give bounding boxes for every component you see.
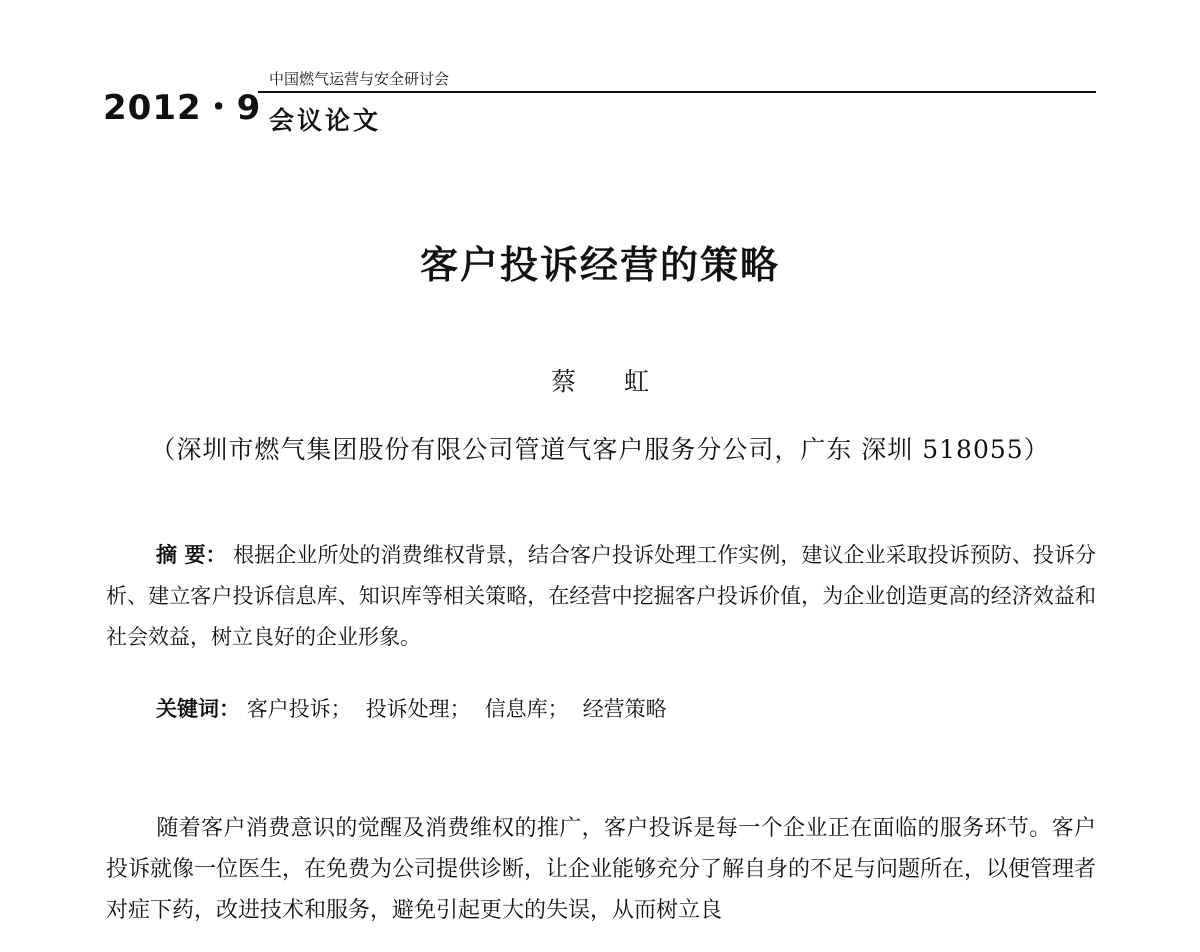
keyword-item: 投诉处理； [365,697,471,721]
paper-title: 客户投诉经营的策略 [419,243,780,287]
body-paragraph-text: 随着客户消费意识的觉醒及消费维权的推广，客户投诉是每一个企业正在面临的服务环节。客户投诉就像一位医生，在免费为公司提供诊断，让企业能够充分了解自身的不足与问题所在，以便管理者对症下药，改进技术和服务，避免引起更大的失误，从而树立良 [106,816,1097,923]
header-rule [258,91,1096,93]
abstract-text: 根据企业所处的消费维权背景，结合客户投诉处理工作实例，建议企业采取投诉预防、投诉分析、建立客户投诉信息库、知识库等相关策略，在经营中挖掘客户投诉价值，为企业创造更高的经济效益和社会效益，树立良好的企业形象。 [106,543,1097,649]
author-given-name: 虹 [624,367,650,396]
affiliation: （深圳市燃气集团股份有限公司管道气客户服务分公司，广东 深圳 518055） [150,435,1050,464]
abstract-label: 摘 要： [156,543,227,567]
abstract [106,535,1096,658]
keyword-item: 信息库； [484,697,569,721]
author [0,362,1200,398]
keywords [106,689,1096,730]
keywords-label: 关键词： [156,697,240,721]
issue-date: 2012・9 [103,88,262,128]
keyword-item: 客户投诉； [246,697,352,721]
page-header [0,0,1200,150]
conference-name: 中国燃气运营与安全研讨会 [269,70,450,88]
body-paragraph [106,808,1096,931]
author-surname: 蔡 [550,367,576,396]
keyword-item: 经营策略 [582,697,667,721]
document-type: 会议论文 [269,106,382,135]
